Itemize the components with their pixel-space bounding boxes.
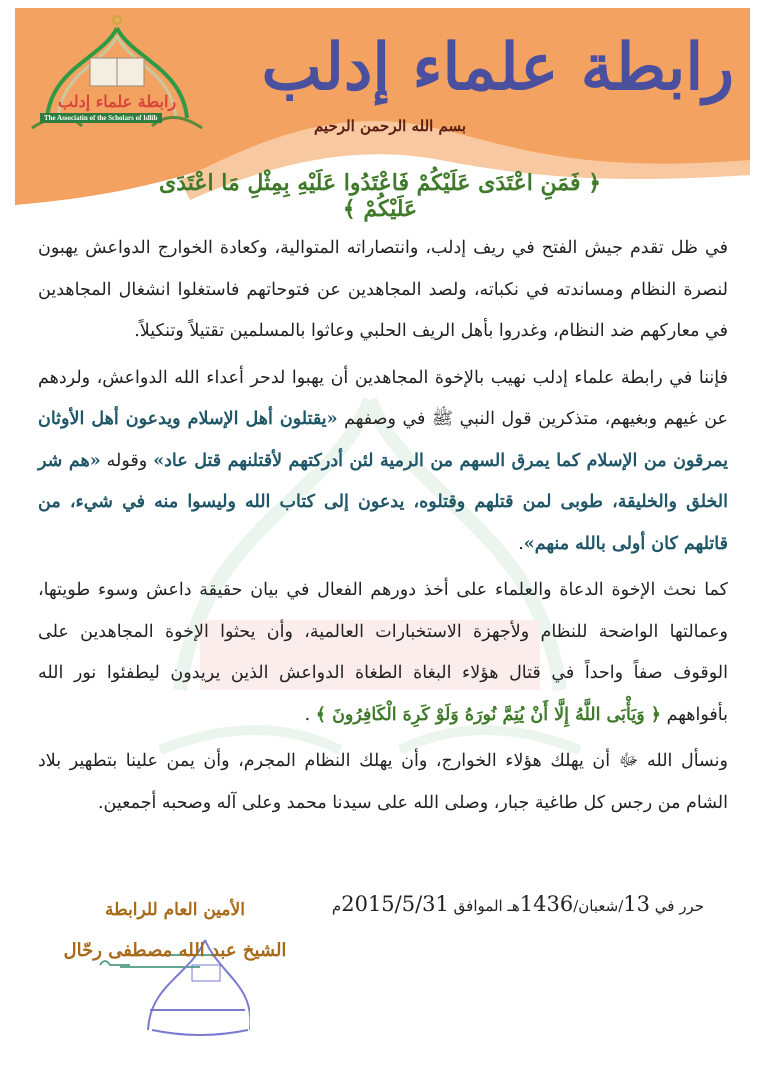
hijri-year: 1436	[519, 892, 574, 916]
paragraph-3-text: كما نحث الإخوة الدعاة والعلماء على أخذ دورهم الفعال في بيان حقيقة داعش وسوء طويتها، وعمالتها الواضحة للنظام ولأجهزة الاستخبارات العالمية، وأن يحثوا الإخوة المجاهدين على الوقوف صفاً واحداً في قتال هؤلاء البغاة الطغاة الدواعش الذين يريدون ليطفئوا نور الله بأفواههم	[38, 580, 728, 725]
logo-caption: The Associatin of the Scholars of Idlib	[40, 113, 162, 123]
brand-title: رابطة علماء إدلب	[261, 30, 734, 105]
paragraph-3	[38, 570, 728, 736]
signatory-title: الأمين العام للرابطة	[105, 900, 245, 920]
paragraph-2-end: .	[518, 533, 524, 554]
signatory-name: الشيخ عبد الله مصطفى رحّال	[63, 940, 287, 961]
issue-date	[332, 892, 704, 916]
gregorian-suffix: م	[331, 897, 342, 915]
gregorian-date: 2015/5/31	[341, 892, 449, 916]
hijri-month: /شعبان/	[573, 897, 624, 915]
hadith-quote-2: «هم شر الخلق والخليقة، طوبى لمن قتلهم وقتلوه، يدعون إلى كتاب الله وليسوا منه في شيء، من قاتلهم كان أولى بالله منهم»	[38, 450, 728, 554]
quran-verse-body: ﴿ وَيَأْبَى اللَّهُ إِلَّا أَنْ يُتِمَّ نُورَهُ وَلَوْ كَرِهَ الْكَافِرُونَ ﴾	[315, 704, 662, 725]
date-prefix: حرر في	[649, 897, 704, 915]
hijri-suffix: هـ الموافق	[448, 897, 520, 915]
paragraph-2	[38, 358, 728, 566]
hadith-quote-1: «يقتلون أهل الإسلام ويدعون أهل الأوثان يمرقون من الإسلام كما يمرق السهم من الرمية لئن أدركتهم لأقتلنهم قتل عاد»	[38, 409, 729, 471]
paragraph-2-connector: وقوله	[100, 450, 154, 471]
paragraph-2-intro: فإننا في رابطة علماء إدلب نهيب بالإخوة المجاهدين أن يهبوا لدحر أعداء الله الدواعش، ولردهم عن غيهم وبغيهم، متذكرين قول النبي ﷺ في وصفهم	[38, 367, 728, 429]
hijri-day: 13	[623, 892, 650, 916]
paragraph-3-end: .	[304, 704, 316, 725]
statement-body	[38, 228, 728, 829]
basmala: بسم الله الرحمن الرحيم	[313, 117, 467, 135]
letterhead	[0, 0, 764, 222]
paragraph-4: ونسأل الله ﷻ أن يهلك هؤلاء الخوارج، وأن يهلك النظام المجرم، وأن يمن علينا بتطهير بلاد الشام من رجس كل طاغية جبار، وصلى الله على سيدنا محمد وعلى آله وصحبه أجمعين.	[38, 751, 728, 813]
paragraph-1: في ظل تقدم جيش الفتح في ريف إدلب، وانتصاراته المتوالية، وكعادة الخوارج الدواعش يهبون لنصرة النظام ومساندته في نكباته، ولصد المجاهدين عن فتوحاتهم فاستغلوا انشغال المجاهدين في معاركهم ضد النظام، وغدروا بأهل الريف الحلبي وعاثوا بالمسلمين تقتيلاً وتنكيلاً.	[38, 238, 728, 341]
logo-arabic-text: رابطة علماء إدلب	[58, 92, 177, 111]
quran-verse-header: ﴿ فَمَنِ اعْتَدَى عَلَيْكُمْ فَاعْتَدُوا عَلَيْهِ بِمِثْلِ مَا اعْتَدَى عَلَيْكُمْ ﴾	[158, 170, 602, 222]
